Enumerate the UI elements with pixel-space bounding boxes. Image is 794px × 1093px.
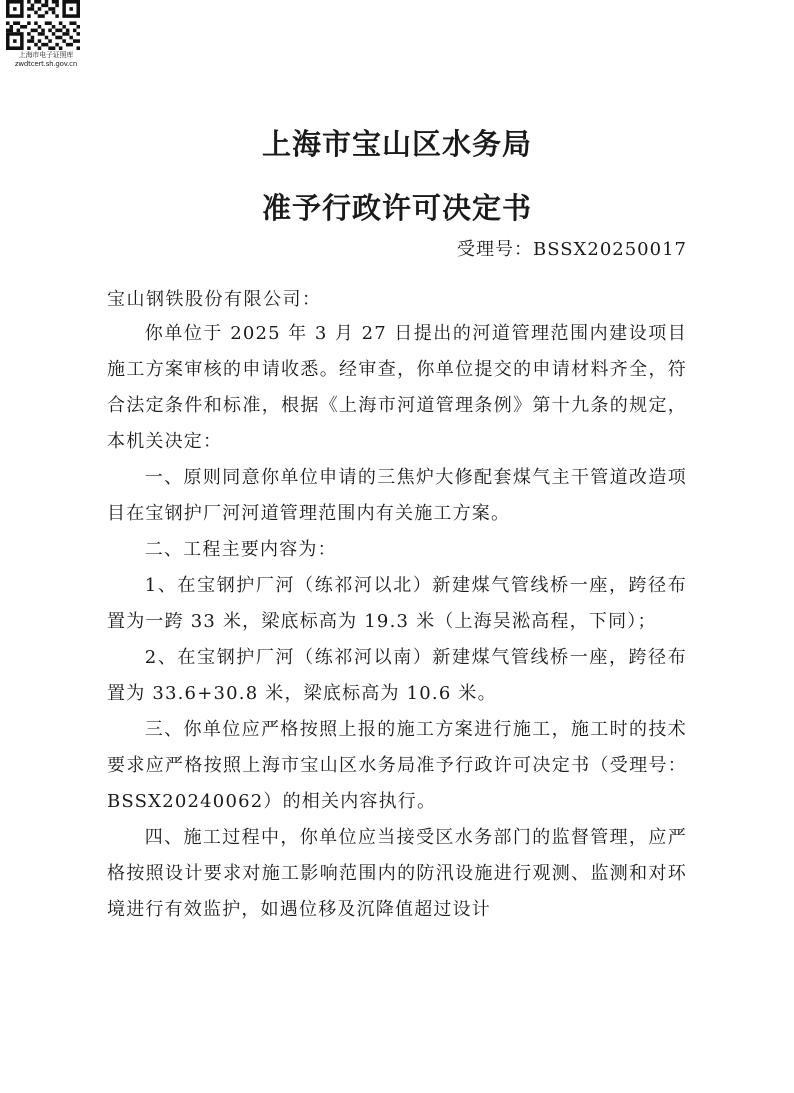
addressee: 宝山钢铁股份有限公司： xyxy=(107,289,322,310)
paragraph-item-4: 四、施工过程中，你单位应当接受区水务部门的监督管理，应严格按照设计要求对施工影响范围内的防汛设施进行观测、监测和对环境进行有效监护，如遇位移及沉降值超过设计 xyxy=(107,827,687,920)
qr-caption-line1: 上海市电子证照库 xyxy=(18,51,74,59)
qr-code xyxy=(6,0,80,50)
qr-caption-line2: zwdtcert.sh.gov.cn xyxy=(14,60,78,68)
paragraph-intro: 你单位于 2025 年 3 月 27 日提出的河道管理范围内建设项目施工方案审核的申请收悉。经审查，你单位提交的申请材料齐全，符合法定条件和标准，根据《上海市河道管理条例》第十九条的规定，本机关决定： xyxy=(107,323,687,452)
paragraph-subitem-1: 1、在宝钢护厂河（练祁河以北）新建煤气管线桥一座，跨径布置为一跨 33 米，梁底标高为 19.3 米（上海吴淞高程，下同）； xyxy=(107,575,687,632)
paragraph-item-1: 一、原则同意你单位申请的三焦炉大修配套煤气主干管道改造项目在宝钢护厂河河道管理范围内有关施工方案。 xyxy=(107,467,687,524)
case-number: 受理号：BSSX20250017 xyxy=(456,239,687,260)
document-title-agency: 上海市宝山区水务局 xyxy=(261,127,532,161)
document-body xyxy=(107,316,687,928)
paragraph-subitem-2: 2、在宝钢护厂河（练祁河以南）新建煤气管线桥一座，跨径布置为 33.6+30.8 米，梁底标高为 10.6 米。 xyxy=(107,647,687,704)
paragraph-item-3: 三、你单位应严格按照上报的施工方案进行施工，施工时的技术要求应严格按照上海市宝山区水务局准予行政许可决定书（受理号：BSSX20240062）的相关内容执行。 xyxy=(107,719,687,812)
qr-caption xyxy=(4,51,88,69)
document-title-type: 准予行政许可决定书 xyxy=(261,191,532,225)
paragraph-item-2: 二、工程主要内容为： xyxy=(144,539,337,560)
